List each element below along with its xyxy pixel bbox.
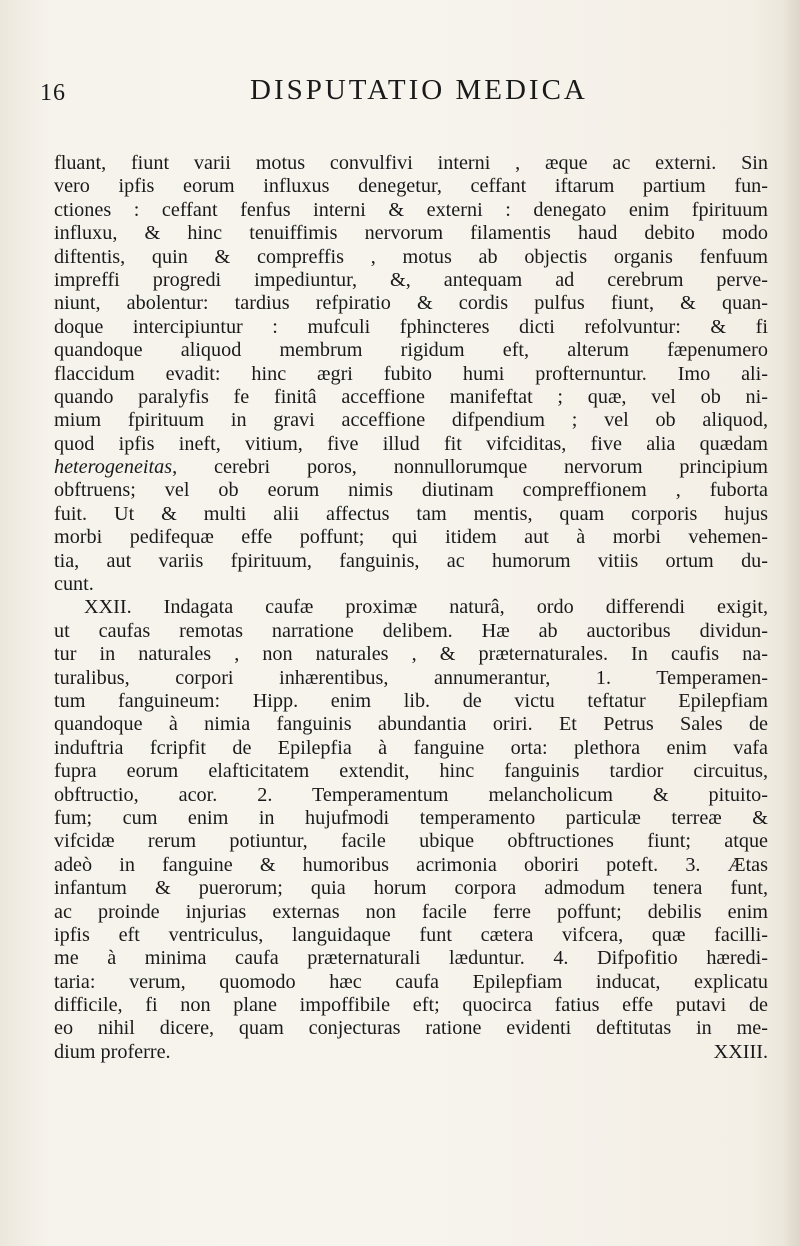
text-line: fum; cum enim in hujufmodi temperamento particulæ terreæ & bbox=[54, 806, 768, 829]
text-line: quandoque à nimia fanguinis abundantia oriri. Et Petrus Sales de bbox=[54, 713, 768, 736]
text-line: tum fanguineum: Hipp. enim lib. de victu teftatur Epilepfiam bbox=[54, 689, 768, 712]
body-text bbox=[54, 152, 768, 1064]
text-line: cunt. bbox=[54, 573, 94, 596]
text-line: obftruens; vel ob eorum nimis diutinam compreffionem , fuborta bbox=[54, 479, 768, 502]
catchword: XXIII. bbox=[713, 1040, 768, 1063]
text-line: vero ipfis eorum influxus denegetur, ceffant iftarum partium fun- bbox=[54, 175, 768, 198]
text-line: quod ipfis ineft, vitium, five illud fit vifciditas, five alia quædam bbox=[54, 432, 768, 455]
text-line: eo nihil dicere, quam conjecturas ratione evidenti deftitutas in me- bbox=[54, 1017, 768, 1040]
text-line: tia, aut variis fpirituum, fanguinis, ac humorum vitiis ortum du- bbox=[54, 549, 768, 572]
text-line: fupra eorum elafticitatem extendit, hinc fanguinis tardior circuitus, bbox=[54, 760, 768, 783]
text-line: taria: verum, quomodo hæc caufa Epilepfiam inducat, explicatu bbox=[54, 970, 768, 993]
page-number: 16 bbox=[40, 80, 66, 106]
text-line: ac proinde injurias externas non facile ferre poffunt; debilis enim bbox=[54, 900, 768, 923]
italic-term: heterogeneitas bbox=[54, 456, 173, 479]
text-line: vifcidæ rerum potiuntur, facile ubique obftructiones fiunt; atque bbox=[54, 830, 768, 853]
text-line: me à minima caufa præternaturali læduntur. 4. Difpofitio hæredi- bbox=[54, 947, 768, 970]
text-line: flaccidum evadit: hinc ægri fubito humi profternuntur. Imo ali- bbox=[54, 362, 768, 385]
text-line: induftria fcripfit de Epilepfia à fanguine orta: plethora enim vafa bbox=[54, 736, 768, 759]
text-line: ut caufas remotas narratione delibem. Hæ ab auctoribus dividun- bbox=[54, 619, 768, 642]
running-head bbox=[40, 74, 770, 114]
text-line: doque intercipiuntur : mufculi fphincteres dicti refolvuntur: & fi bbox=[54, 315, 768, 338]
text-line: turalibus, corpori inhærentibus, annumerantur, 1. Temperamen- bbox=[54, 666, 768, 689]
text-line: ipfis eft ventriculus, languidaque funt cætera vifcera, quæ facilli- bbox=[54, 923, 768, 946]
text-line: niunt, abolentur: tardius refpiratio & cordis pulfus fiunt, & quan- bbox=[54, 292, 768, 315]
text-line: fluant, fiunt varii motus convulfivi interni , æque ac externi. Sin bbox=[54, 152, 768, 174]
section-heading-line: XXII. Indagata caufæ proximæ naturâ, ordo differendi exigit, bbox=[84, 596, 768, 619]
text-line: mium fpirituum in gravi acceffione difpendium ; vel ob aliquod, bbox=[54, 409, 768, 432]
text-line: diftentis, quin & compreffis , motus ab objectis organis fenfuum bbox=[54, 245, 768, 268]
text-line: ctiones : ceffant fenfus interni & externi : denegato enim fpirituum bbox=[54, 198, 768, 221]
text-line: quandoque aliquod membrum rigidum eft, alterum fæpenumero bbox=[54, 339, 768, 362]
page-edge-shadow bbox=[782, 0, 800, 1246]
text-line: fuit. Ut & multi alii affectus tam mentis, quam corporis hujus bbox=[54, 502, 768, 525]
text-line: influxu, & hinc tenuiffimis nervorum filamentis haud debito modo bbox=[54, 222, 768, 245]
text-line: tur in naturales , non naturales , & præternaturales. In caufis na- bbox=[54, 643, 768, 666]
text-line: heterogeneitas, cerebri poros, nonnullorumque nervorum principium bbox=[54, 456, 768, 479]
text-line: obftructio, acor. 2. Temperamentum melancholicum & pituito- bbox=[54, 783, 768, 806]
text-line-end: dium proferre. bbox=[54, 1040, 171, 1063]
text-line-with-catchword bbox=[54, 1041, 768, 1064]
text-line: morbi pedifequæ effe poffunt; qui itidem aut à morbi vehemen- bbox=[54, 526, 768, 549]
text-line: adeò in fanguine & humoribus acrimonia oboriri poteft. 3. Ætas bbox=[54, 853, 768, 876]
text-line: quando paralyfis fe finitâ acceffione manifeftat ; quæ, vel ob ni- bbox=[54, 385, 768, 408]
text-line: infantum & puerorum; quia horum corpora admodum tenera funt, bbox=[54, 877, 768, 900]
text-line: impreffi progredi impediuntur, &, antequam ad cerebrum perve- bbox=[54, 268, 768, 291]
text-line: difficile, fi non plane impoffibile eft; quocirca fatius effe putavi de bbox=[54, 994, 768, 1017]
running-title: DISPUTATIO MEDICA bbox=[250, 74, 588, 106]
